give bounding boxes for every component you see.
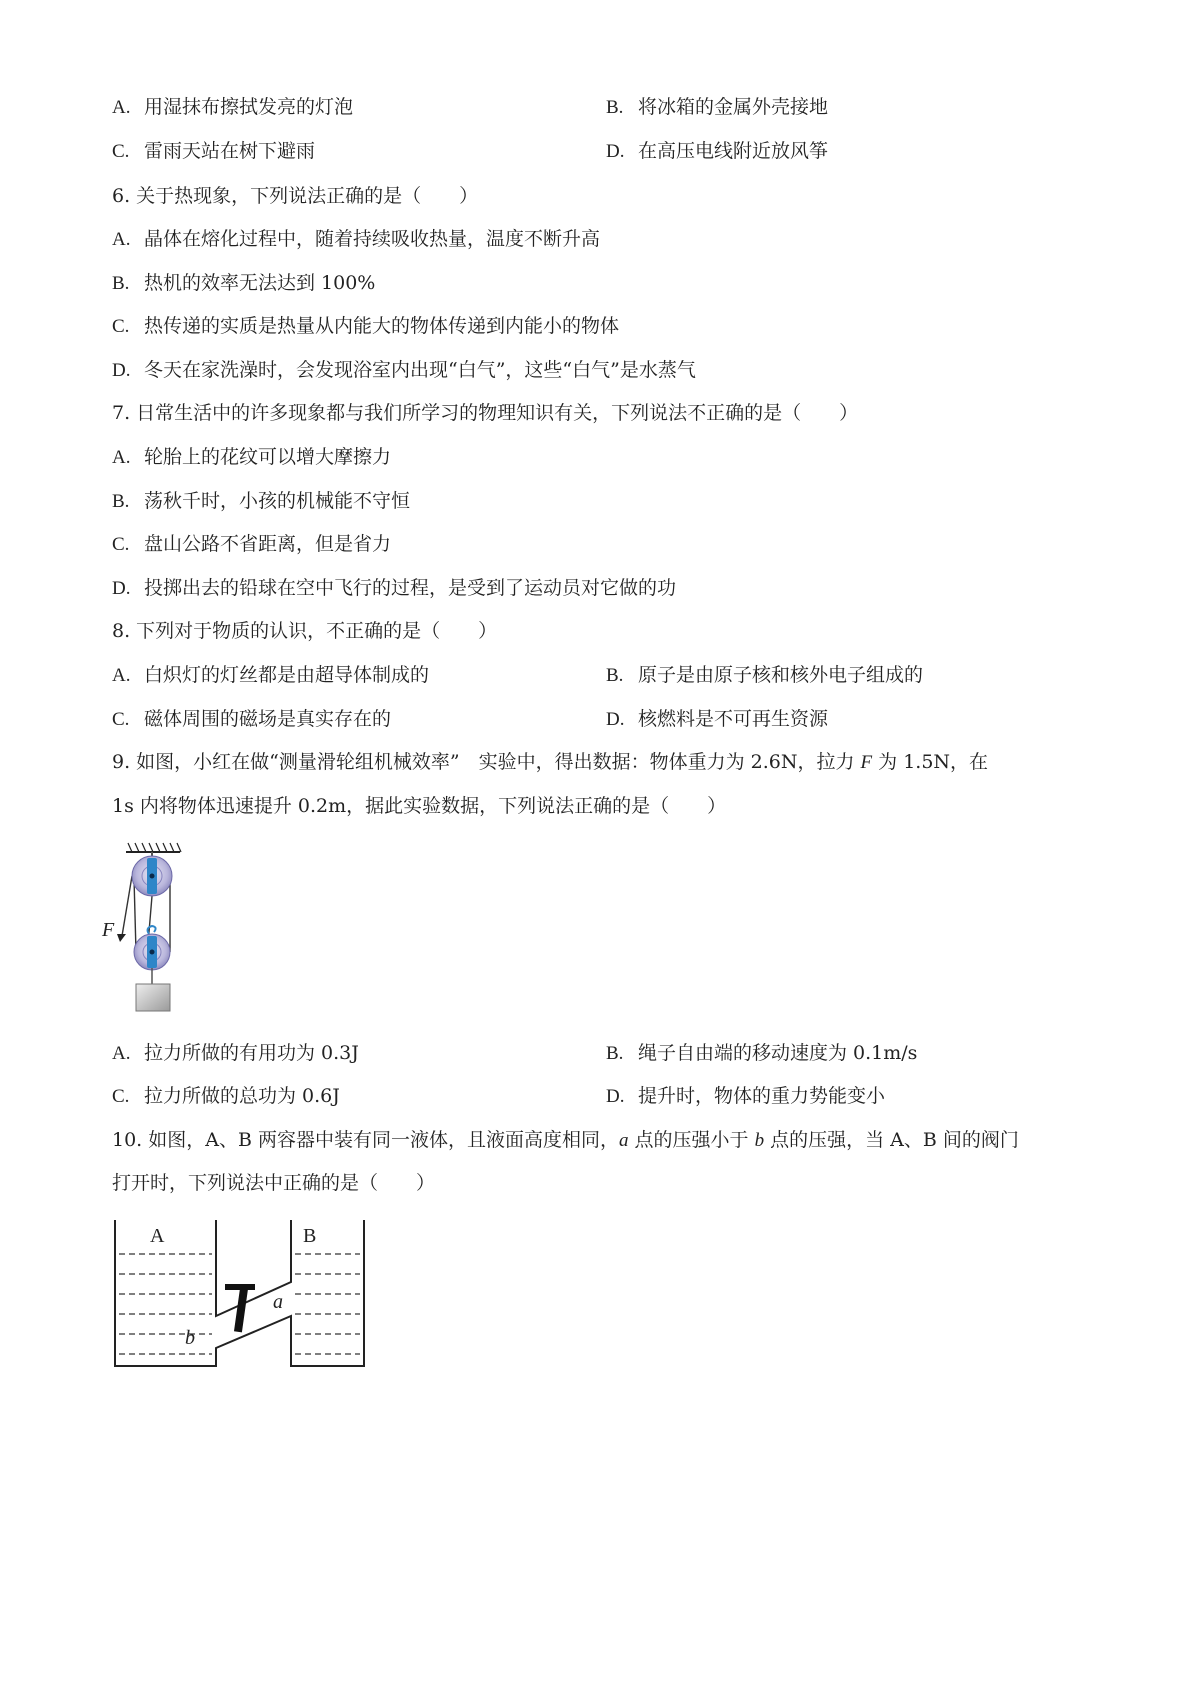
q9-option-a[interactable]: A. 拉力所做的有用功为 0.3J — [112, 1042, 359, 1064]
q9-option-d[interactable]: D. 提升时，物体的重力势能变小 — [606, 1085, 886, 1107]
q8-option-b[interactable]: B. 原子是由原子核和核外电子组成的 — [606, 664, 924, 686]
force-arrow — [117, 934, 126, 942]
point-label-b: b — [185, 1327, 195, 1349]
q10-stem-line2: 打开时，下列说法中正确的是（ ） — [112, 1172, 436, 1194]
pulley-system-figure — [100, 838, 210, 1022]
q6-stem: 6. 关于热现象，下列说法正确的是（ ） — [112, 185, 479, 207]
q9-option-b[interactable]: B. 绳子自由端的移动速度为 0.1m/s — [606, 1042, 918, 1064]
q7-option-a[interactable]: A. 轮胎上的花纹可以增大摩擦力 — [112, 446, 392, 468]
weight-block — [136, 984, 170, 1011]
liquid-lines-b — [295, 1254, 360, 1354]
q6-option-d[interactable]: D. 冬天在家洗澡时，会发现浴室内出现“白气”，这些“白气”是水蒸气 — [112, 359, 696, 381]
q6-option-c[interactable]: C. 热传递的实质是热量从内能大的物体传递到内能小的物体 — [112, 315, 620, 337]
q5-option-c[interactable]: C. 雷雨天站在树下避雨 — [112, 140, 316, 162]
q6-option-b[interactable]: B. 热机的效率无法达到 100% — [112, 272, 376, 294]
q7-option-d[interactable]: D. 投掷出去的铅球在空中飞行的过程，是受到了运动员对它做的功 — [112, 577, 677, 599]
q6-option-a[interactable]: A. 晶体在熔化过程中，随着持续吸收热量，温度不断升高 — [112, 228, 601, 250]
container-label-a: A — [150, 1225, 165, 1247]
q10-stem-line1: 10. 如图，A、B 两容器中装有同一液体，且液面高度相同，a 点的压强小于 b 点的压强，当 A、B 间的阀门 — [112, 1129, 1019, 1151]
q9-stem-line1: 9. 如图，小红在做“测量滑轮组机械效率” 实验中，得出数据：物体重力为 2.6N，拉力 F 为 1.5N，在 — [112, 751, 989, 773]
q7-option-c[interactable]: C. 盘山公路不省距离，但是省力 — [112, 533, 392, 555]
q7-stem: 7. 日常生活中的许多现象都与我们所学习的物理知识有关，下列说法不正确的是（ ） — [112, 402, 859, 424]
q9-stem-line2: 1s 内将物体迅速提升 0.2m，据此实验数据，下列说法正确的是（ ） — [112, 795, 727, 817]
point-label-a: a — [273, 1291, 283, 1313]
q5-option-a[interactable]: A. 用湿抹布擦拭发亮的灯泡 — [112, 96, 354, 118]
valve[interactable] — [225, 1284, 255, 1332]
q5-option-b[interactable]: B. 将冰箱的金属外壳接地 — [606, 96, 829, 118]
q8-stem: 8. 下列对于物质的认识，不正确的是（ ） — [112, 620, 498, 642]
q8-option-c[interactable]: C. 磁体周围的磁场是真实存在的 — [112, 708, 392, 730]
fixed-pulley — [132, 856, 172, 896]
force-label-f: F — [102, 919, 115, 941]
q7-option-b[interactable]: B. 荡秋千时，小孩的机械能不守恒 — [112, 490, 411, 512]
q8-option-d[interactable]: D. 核燃料是不可再生资源 — [606, 708, 829, 730]
q8-option-a[interactable]: A. 白炽灯的灯丝都是由超导体制成的 — [112, 664, 430, 686]
q9-option-c[interactable]: C. 拉力所做的总功为 0.6J — [112, 1085, 340, 1107]
movable-pulley — [134, 926, 170, 984]
liquid-lines-a — [119, 1254, 212, 1354]
connected-containers-figure — [105, 1220, 375, 1380]
q5-option-d[interactable]: D. 在高压电线附近放风筝 — [606, 140, 829, 162]
container-label-b: B — [303, 1225, 317, 1247]
